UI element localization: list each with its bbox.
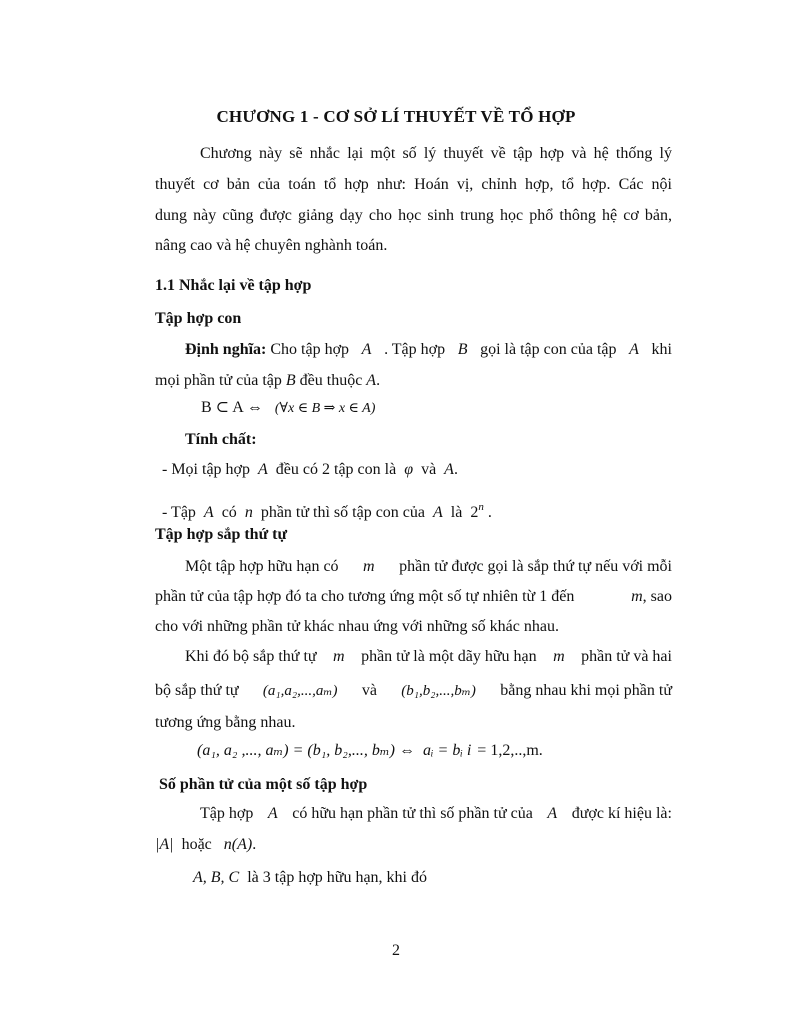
period: .	[252, 836, 257, 853]
ordered-text: Khi đó bộ sắp thứ tự	[185, 648, 317, 665]
ordered-line-3: cho với những phần tử khác nhau ứng với những số khác nhau.	[155, 618, 559, 635]
property-text: có	[221, 504, 237, 521]
definition-text: khi	[651, 341, 672, 358]
ordered-text: phần tử và hai	[581, 648, 672, 665]
count-line-2	[155, 835, 256, 855]
count-line-1	[200, 804, 672, 824]
definition-text: gọi là tập con của tập	[480, 341, 617, 358]
ordered-text: bộ sắp thứ tự	[155, 682, 239, 699]
definition-text: . Tập hợp	[384, 341, 446, 358]
var-a: A	[203, 504, 214, 521]
ordered-text: , sao	[642, 588, 672, 605]
var-m: m	[631, 588, 643, 605]
count-text: hoặc	[181, 836, 212, 853]
definition-line-1	[185, 340, 672, 360]
var-n: n	[244, 504, 253, 521]
property-text: là	[450, 504, 463, 521]
var-a: A	[258, 461, 268, 478]
ordered-text: phần tử là một dãy hữu hạn	[361, 648, 537, 665]
var-m: m	[363, 558, 375, 575]
count-text: là 3 tập hợp hữu hạn, khi đó	[247, 869, 427, 886]
ordered-line-4	[185, 647, 672, 667]
property-text: và	[421, 461, 437, 478]
tuple-a: (a₁,a₂,...,aₘ)	[262, 683, 338, 699]
subset-formula	[201, 398, 375, 419]
intro-line-4: nâng cao và hệ chuyên nghành toán.	[155, 237, 388, 254]
ordered-line-6: tương ứng bằng nhau.	[155, 714, 296, 731]
formula-rhs: (∀x ∈ B ⇒ x ∈ A)	[274, 401, 376, 416]
definition-line-2	[155, 371, 380, 391]
properties-label: Tính chất:	[185, 431, 257, 448]
property-1	[162, 460, 458, 480]
property-text: - Tập	[162, 504, 196, 521]
var-a: A	[361, 341, 372, 358]
intro-line-2: thuyết cơ bản của toán tổ hợp như: Hoán vị, chỉnh hợp, tổ hợp. Các nội	[155, 176, 672, 193]
power-exponent: n	[478, 501, 484, 513]
count-text: Tập hợp	[200, 805, 254, 822]
ordered-heading: Tập hợp sắp thứ tự	[155, 526, 288, 543]
ordered-text: phần tử của tập hợp đó ta cho tương ứng một số tự nhiên từ 1 đến	[155, 588, 575, 605]
intro-line-3: dung này cũng được giảng dạy cho học sinh trung học phổ thông hệ cơ bản,	[155, 207, 672, 224]
definition-text: Cho tập hợp	[270, 341, 350, 358]
count-text: có hữu hạn phần tử thì số phần tử của	[292, 805, 533, 822]
var-a: A	[547, 805, 558, 822]
section-heading: 1.1 Nhắc lại về tập hợp	[155, 277, 312, 294]
ordered-text: và	[361, 682, 377, 699]
ordered-text: Một tập hợp hữu hạn có	[185, 558, 339, 575]
var-a: A	[629, 341, 639, 358]
cardinality-n: n(A)	[223, 836, 253, 853]
var-a: A	[366, 372, 377, 389]
equality-range: = 1,2,..,m.	[477, 742, 543, 759]
count-text: được kí hiệu là:	[571, 805, 672, 822]
definition-label: Định nghĩa:	[185, 341, 267, 358]
ordered-text: phần tử được gọi là sắp thứ tự nếu với mỗi	[399, 558, 672, 575]
vars-abc: A, B, C	[193, 869, 240, 886]
property-text: phần tử thì số tập con của	[260, 504, 425, 521]
var-b: B	[457, 341, 468, 358]
subset-heading: Tập hợp con	[155, 310, 242, 327]
var-m: m	[553, 648, 565, 665]
count-heading: Số phần tử của một số tập hợp	[159, 776, 368, 793]
var-b: B	[285, 372, 296, 389]
cardinality-abs: |A|	[155, 836, 174, 853]
power-base: 2	[470, 504, 479, 521]
ordered-equality-formula	[197, 741, 543, 761]
var-a: A	[267, 805, 278, 822]
tuple-b: (b₁,b₂,...,bₘ)	[401, 683, 476, 699]
empty-set-symbol: φ	[404, 461, 414, 478]
property-text: - Mọi tập hợp	[162, 461, 251, 478]
ordered-line-5	[155, 681, 672, 701]
period: .	[453, 461, 458, 478]
period: .	[487, 504, 492, 521]
property-2	[162, 497, 492, 523]
property-text: đều có 2 tập con là	[275, 461, 397, 478]
ordered-line-1	[185, 557, 672, 577]
ordered-line-2	[155, 587, 672, 607]
chapter-title: CHƯƠNG 1 - CƠ SỞ LÍ THUYẾT VỀ TỔ HỢP	[216, 107, 576, 126]
count-line-3	[193, 868, 427, 888]
var-a: A	[433, 504, 443, 521]
var-m: m	[333, 648, 345, 665]
var-a: A	[444, 461, 454, 478]
definition-text: mọi phần tử của tập	[155, 372, 282, 389]
equality-lhs: (a₁, a₂ ,..., aₘ) = (b₁, b₂,..., bₘ) ⇔	[197, 742, 415, 759]
definition-text: đều thuộc	[299, 372, 363, 389]
intro-line-1: Chương này sẽ nhắc lại một số lý thuyết về tập hợp và hệ thống lý	[200, 145, 672, 162]
ordered-text: bằng nhau khi mọi phần tử	[500, 682, 672, 699]
page-number: 2	[392, 942, 400, 959]
equality-index: aᵢ = bᵢ i	[422, 742, 472, 759]
formula-lhs: B ⊂ A ⇔	[201, 399, 263, 416]
period: .	[376, 372, 381, 389]
